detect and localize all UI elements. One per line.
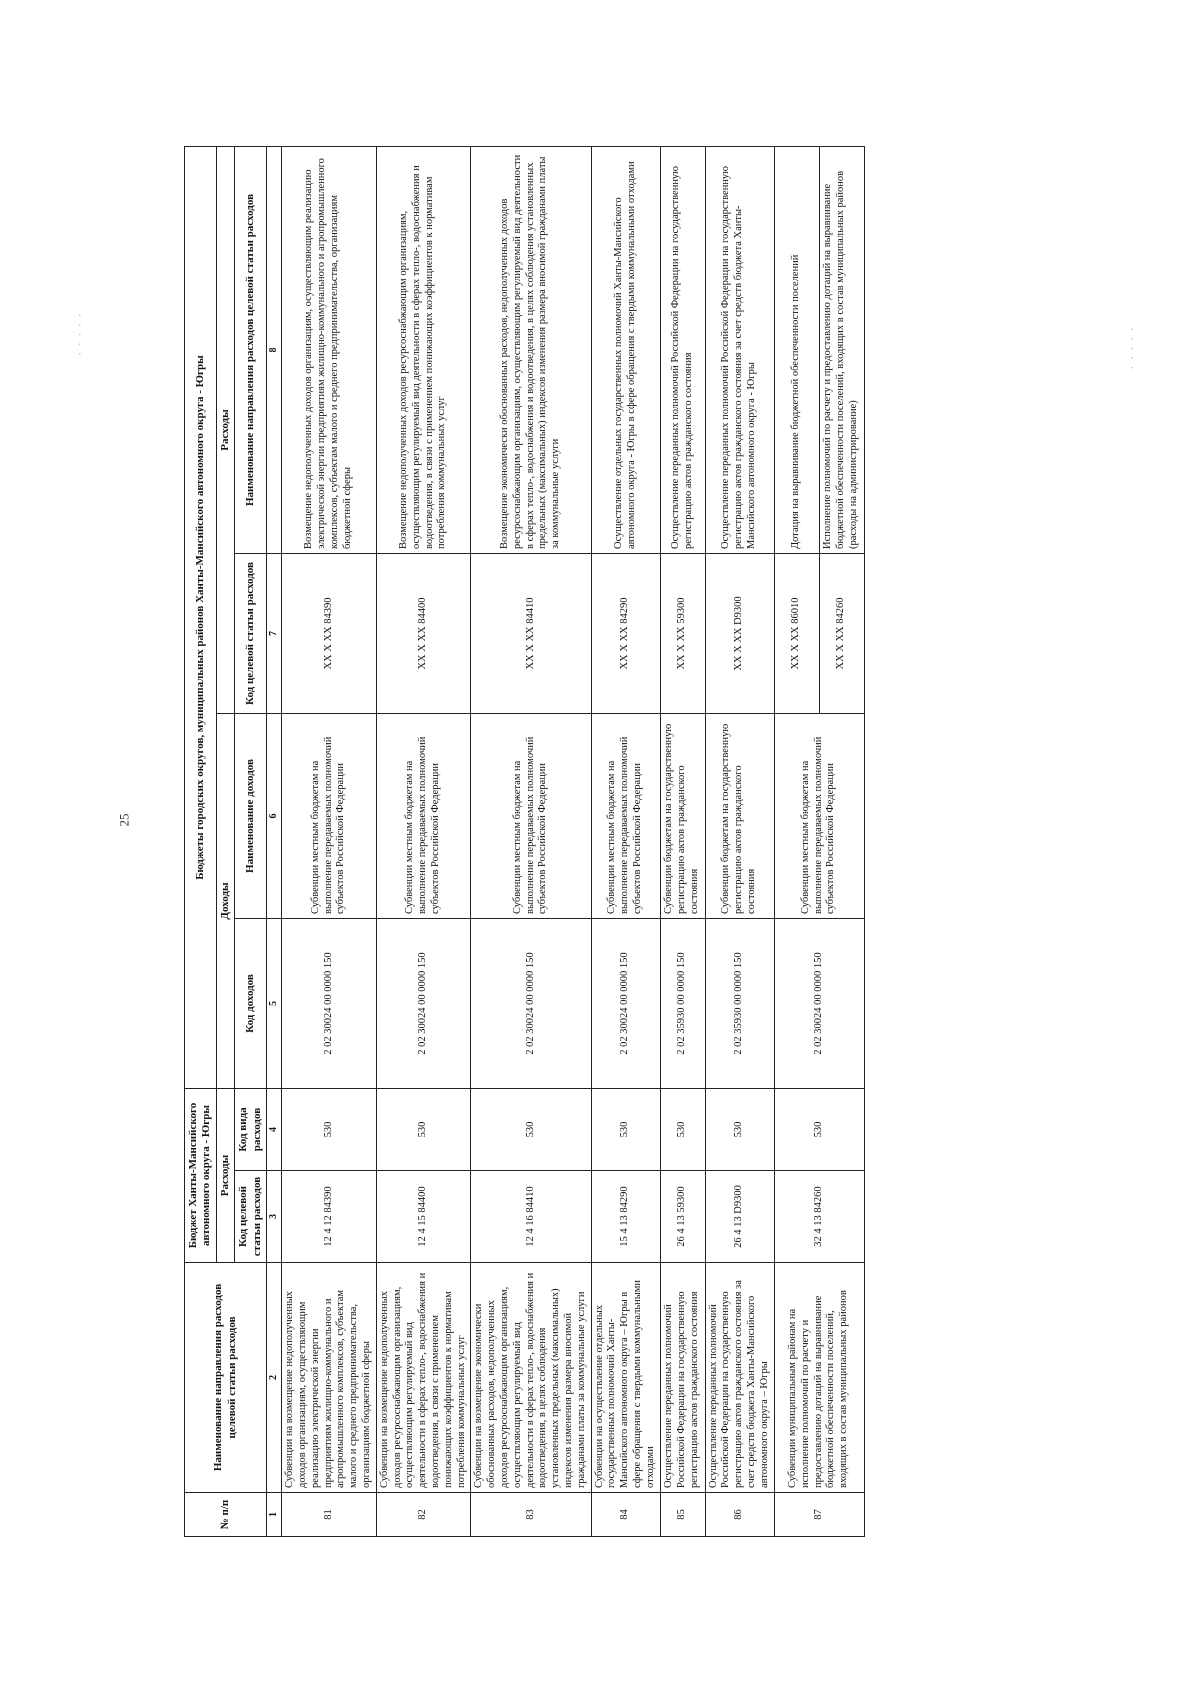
target-code: 12 4 12 84390: [282, 1171, 377, 1263]
header-okrug-expenses: Расходы: [216, 1089, 234, 1263]
header-mun-target-code: Код целевой статьи расходов: [235, 554, 267, 714]
row-number: 84: [591, 1493, 660, 1537]
income-code: 2 02 30024 00 0000 150: [282, 919, 377, 1089]
income-code: 2 02 30024 00 0000 150: [471, 919, 591, 1089]
expense-direction-name: Осуществление переданных полномочий Российской Федерации на государственную регистрацию актов гражданского состояния за счет средств бюджета Ханты-Мансийского автономного округа – Югры: [705, 1263, 774, 1493]
mun-target-code: XX X XX 86010: [774, 554, 819, 714]
target-code: 32 4 13 84260: [774, 1171, 864, 1263]
table-row: [282, 147, 377, 1537]
table-row: [705, 147, 774, 1537]
col-number: 5: [267, 919, 282, 1089]
income-name: Субвенции местным бюджетам на выполнение передаваемых полномочий субъектов Российской Федерации: [591, 714, 660, 919]
header-okrug-budget: Бюджет Ханты-Мансийского автономного округа - Югры: [185, 1089, 217, 1263]
income-name: Субвенции местным бюджетам на выполнение передаваемых полномочий субъектов Российской Федерации: [471, 714, 591, 919]
target-code: 26 4 13 59300: [660, 1171, 705, 1263]
expense-type-code: 530: [705, 1089, 774, 1171]
income-name: Субвенции местным бюджетам на выполнение передаваемых полномочий субъектов Российской Федерации: [282, 714, 377, 919]
mun-direction-name: Возмещение недополученных доходов организациям, осуществляющим реализацию электрической энергии предприятиям жилищно-коммунального и агропромышленного комплексов, субъектам малого и среднего предпринимательства, организациям бюджетной сферы: [282, 147, 377, 554]
document-table-rotated: [184, 146, 865, 1537]
col-number: 2: [267, 1263, 282, 1493]
header-mun-direction-name: Наименование направления расходов целевой статьи расходов: [235, 147, 267, 554]
income-code: 2 02 35930 00 0000 150: [705, 919, 774, 1089]
expense-type-code: 530: [591, 1089, 660, 1171]
expense-type-code: 530: [376, 1089, 471, 1171]
expense-direction-name: Субвенции на осуществление отдельных государственных полномочий Ханты-Мансийского автономного округа – Югры в сфере обращения с твердыми коммунальными отходами: [591, 1263, 660, 1493]
mun-target-code: XX X XX 84290: [591, 554, 660, 714]
expense-direction-name: Субвенции на возмещение экономически обоснованных расходов, недополученных доходов ресурсоснабжающим организациям, осуществляющим регулируемый вид деятельности в сферах тепло-, водоснабжения и водоотведения, в целях соблюдения установленных предельных (максимальных) индексов изменения размера вносимой гражданами платы за коммунальные услуги: [471, 1263, 591, 1493]
table-row: [774, 147, 819, 1537]
header-expense-type-code: Код вида расходов: [235, 1089, 267, 1171]
page-number: 25: [116, 813, 132, 827]
col-number: 7: [267, 554, 282, 714]
expense-type-code: 530: [471, 1089, 591, 1171]
income-name: Субвенции местным бюджетам на выполнение передаваемых полномочий субъектов Российской Федерации: [376, 714, 471, 919]
mun-target-code: XX X XX D9300: [705, 554, 774, 714]
mun-direction-name: Дотация на выравнивание бюджетной обеспеченности поселений: [774, 147, 819, 554]
header-target-code: Код целевой статьи расходов: [235, 1171, 267, 1263]
expense-type-code: 530: [774, 1089, 864, 1171]
header-incomes: Доходы: [216, 714, 234, 1089]
col-number: 1: [267, 1493, 282, 1537]
col-number: 8: [267, 147, 282, 554]
row-number: 83: [471, 1493, 591, 1537]
header-municipal-budgets: Бюджеты городских округов, муниципальных районов Ханты-Мансийского автономного округа - Югры: [185, 147, 217, 1089]
mun-direction-name: Возмещение экономически обоснованных расходов, недополученных доходов ресурсоснабжающим организациям, осуществляющим регулируемый вид деятельности в сферах тепло-, водоснабжения и водоотведения, в целях соблюдения установленных предельных (максимальных) индексов изменения размера вносимой гражданами платы за коммунальные услуги: [471, 147, 591, 554]
header-expenses: Расходы: [216, 147, 234, 714]
income-name: Субвенции бюджетам на государственную регистрацию актов гражданского состояния: [660, 714, 705, 919]
mun-direction-name: Осуществление переданных полномочий Российской Федерации на государственную регистрацию актов гражданского состояния за счет средств бюджета Ханты-Мансийского автономного округа - Югры: [705, 147, 774, 554]
col-number: 4: [267, 1089, 282, 1171]
income-name: Субвенции бюджетам на государственную регистрацию актов гражданского состояния: [705, 714, 774, 919]
column-number-row: [267, 147, 282, 1537]
table-row: [660, 147, 705, 1537]
budget-table: [184, 146, 865, 1537]
mun-direction-name: Осуществление переданных полномочий Российской Федерации на государственную регистрацию актов гражданского состояния: [660, 147, 705, 554]
scan-artifact: · · · · ·: [1123, 326, 1139, 370]
expense-direction-name: Осуществление переданных полномочий Российской Федерации на государственную регистрацию актов гражданского состояния: [660, 1263, 705, 1493]
col-number: 6: [267, 714, 282, 919]
mun-target-code: XX X XX 84400: [376, 554, 471, 714]
row-number: 81: [282, 1493, 377, 1537]
mun-target-code: XX X XX 84260: [819, 554, 864, 714]
mun-target-code: XX X XX 84390: [282, 554, 377, 714]
header-income-name: Наименование доходов: [235, 714, 267, 919]
expense-type-code: 530: [660, 1089, 705, 1171]
target-code: 12 4 15 84400: [376, 1171, 471, 1263]
mun-direction-name: Возмещение недополученных доходов ресурсоснабжающим организациям, осуществляющим регулируемый вид деятельности в сферах тепло-, водоснабжения и водоотведения, в связи с применением понижающих коэффициентов к нормативам потребления коммунальных услуг: [376, 147, 471, 554]
income-code: 2 02 30024 00 0000 150: [591, 919, 660, 1089]
table-row: [591, 147, 660, 1537]
row-number: 87: [774, 1493, 864, 1537]
mun-direction-name: Исполнение полномочий по расчету и предоставлению дотаций на выравнивание бюджетной обеспеченности поселений, входящих в состав муниципальных районов (расходы на администрирование): [819, 147, 864, 554]
mun-target-code: XX X XX 59300: [660, 554, 705, 714]
row-number: 86: [705, 1493, 774, 1537]
scan-artifact: · · · · ·: [71, 312, 87, 356]
target-code: 12 4 16 84410: [471, 1171, 591, 1263]
target-code: 26 4 13 D9300: [705, 1171, 774, 1263]
income-code: 2 02 30024 00 0000 150: [774, 919, 864, 1089]
income-code: 2 02 35930 00 0000 150: [660, 919, 705, 1089]
target-code: 15 4 13 84290: [591, 1171, 660, 1263]
table-row: [376, 147, 471, 1537]
expense-type-code: 530: [282, 1089, 377, 1171]
mun-direction-name: Осуществление отдельных государственных полномочий Ханты-Мансийского автономного округа - Югры в сфере обращения с твердыми коммунальными отходами: [591, 147, 660, 554]
row-number: 82: [376, 1493, 471, 1537]
col-number: 3: [267, 1171, 282, 1263]
income-code: 2 02 30024 00 0000 150: [376, 919, 471, 1089]
expense-direction-name: Субвенции муниципальным районам на исполнение полномочий по расчету и предоставлению дотаций на выравнивание бюджетной обеспеченности поселений, входящих в состав муниципальных районов: [774, 1263, 864, 1493]
expense-direction-name: Субвенции на возмещение недополученных доходов ресурсоснабжающим организациям, осуществляющим регулируемый вид деятельности в сферах тепло-, водоснабжения и водоотведения, в связи с применением понижающих коэффициентов к нормативам потребления коммунальных услуг: [376, 1263, 471, 1493]
income-name: Субвенции местным бюджетам на выполнение передаваемых полномочий субъектов Российской Федерации: [774, 714, 864, 919]
header-income-code: Код доходов: [235, 919, 267, 1089]
expense-direction-name: Субвенции на возмещение недополученных доходов организациям, осуществляющим реализацию электрической энергии предприятиям жилищно-коммунального и агропромышленного комплексов, субъектам малого и среднего предпринимательства, организациям бюджетной сферы: [282, 1263, 377, 1493]
row-number: 85: [660, 1493, 705, 1537]
mun-target-code: XX X XX 84410: [471, 554, 591, 714]
table-row: [471, 147, 591, 1537]
header-direction-name: Наименование направления расходов целевой статьи расходов: [185, 1263, 267, 1493]
header-num: № п/п: [185, 1493, 267, 1537]
